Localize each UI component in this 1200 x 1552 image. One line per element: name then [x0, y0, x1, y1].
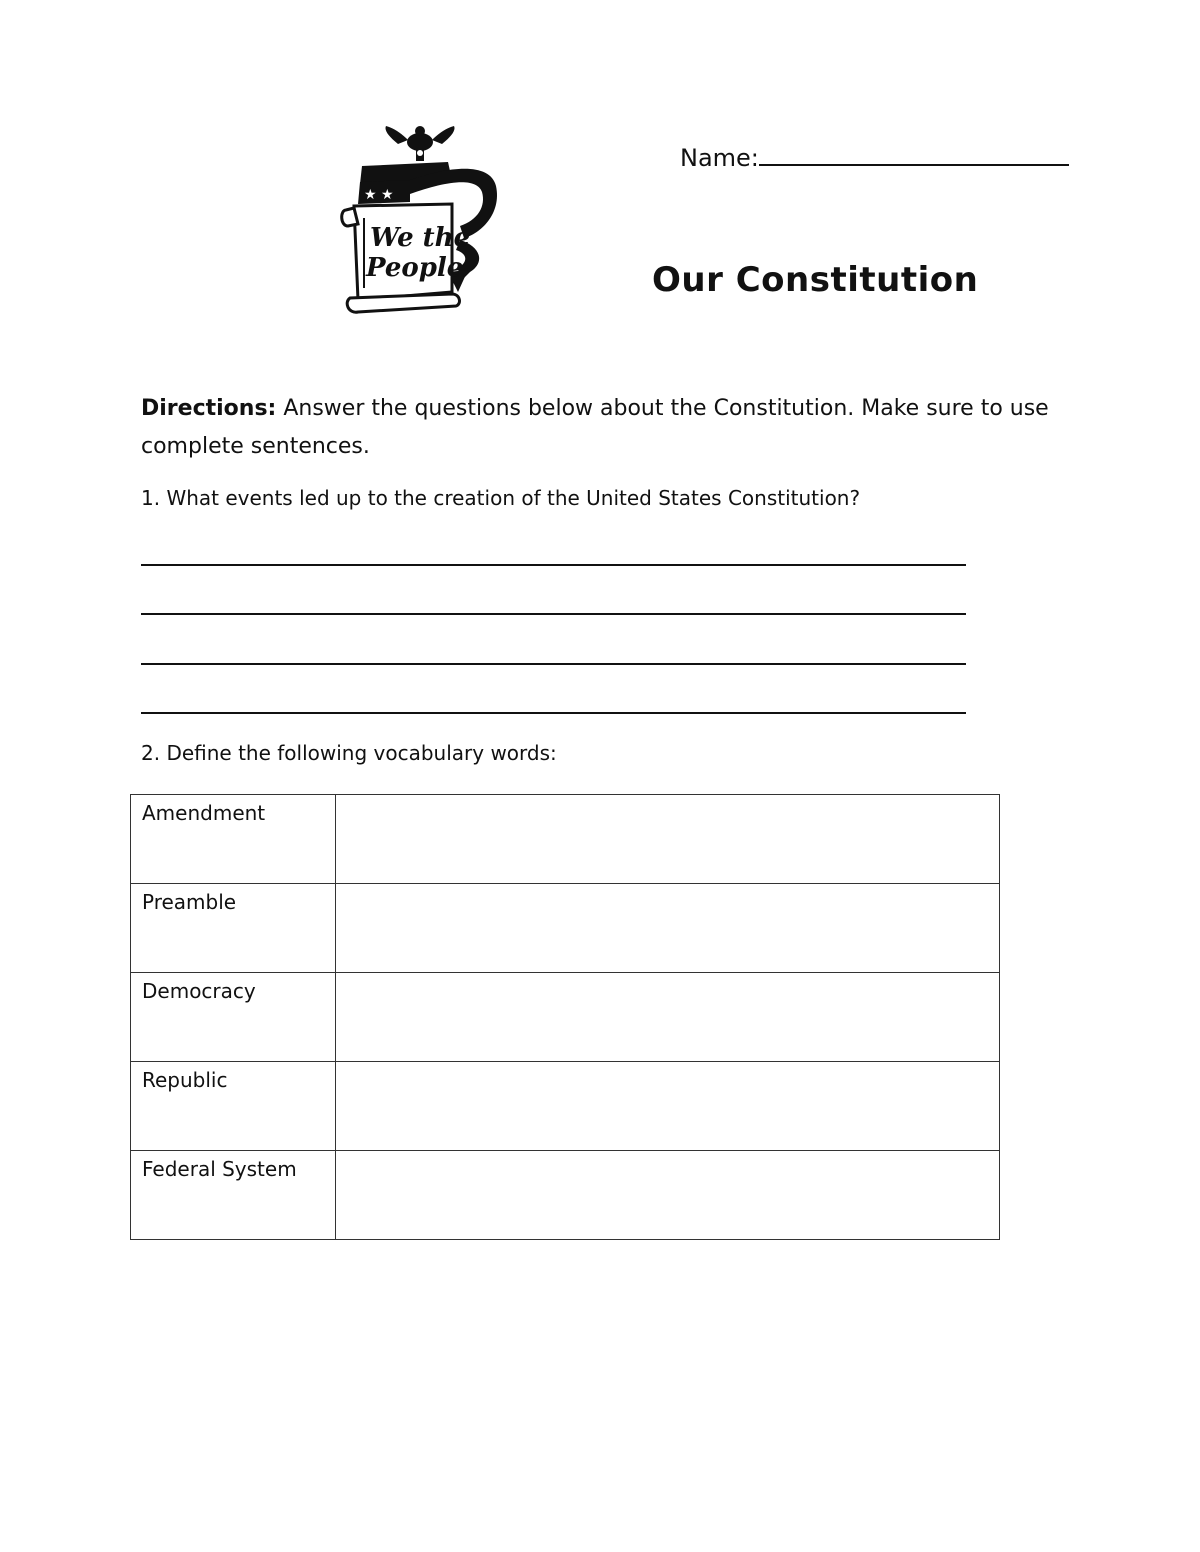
term-label: Republic — [142, 1068, 228, 1092]
definition-cell[interactable] — [336, 1151, 1000, 1240]
term-cell — [131, 973, 336, 1062]
definition-cell[interactable] — [336, 1062, 1000, 1151]
name-blank-line[interactable] — [759, 142, 1069, 166]
name-field[interactable] — [680, 142, 1069, 172]
vocabulary-table — [130, 794, 1000, 1240]
question-1: 1. What events led up to the creation of the United States Constitution? — [141, 486, 861, 510]
svg-text:★ ★: ★ ★ — [364, 187, 394, 203]
directions-label: Directions: — [141, 396, 277, 421]
answer-line[interactable] — [141, 613, 966, 615]
table-row — [131, 1062, 1000, 1151]
definition-cell[interactable] — [336, 884, 1000, 973]
logo-text-line1: We the — [370, 223, 471, 253]
term-label: Federal System — [142, 1157, 297, 1181]
table-row — [131, 973, 1000, 1062]
answer-line[interactable] — [141, 663, 966, 665]
eagle-scroll-flag-icon — [340, 122, 505, 317]
table-row — [131, 884, 1000, 973]
term-cell — [131, 1151, 336, 1240]
question-2: 2. Define the following vocabulary words: — [141, 741, 557, 765]
directions-text: Answer the questions below about the Constitution. Make sure to use complete sentences. — [141, 396, 1049, 459]
term-cell — [131, 795, 336, 884]
page-title: Our Constitution — [652, 260, 979, 300]
definition-cell[interactable] — [336, 795, 1000, 884]
name-label: Name: — [680, 144, 759, 172]
term-label: Democracy — [142, 979, 256, 1003]
term-cell — [131, 884, 336, 973]
we-the-people-logo — [340, 122, 505, 317]
logo-text-line2: People — [366, 253, 464, 283]
definition-cell[interactable] — [336, 973, 1000, 1062]
directions — [141, 390, 1061, 466]
answer-line[interactable] — [141, 712, 966, 714]
table-row — [131, 795, 1000, 884]
eagle-icon — [386, 126, 455, 161]
term-label: Amendment — [142, 801, 266, 825]
table-row — [131, 1151, 1000, 1240]
term-cell — [131, 1062, 336, 1151]
answer-line[interactable] — [141, 564, 966, 566]
term-label: Preamble — [142, 890, 237, 914]
